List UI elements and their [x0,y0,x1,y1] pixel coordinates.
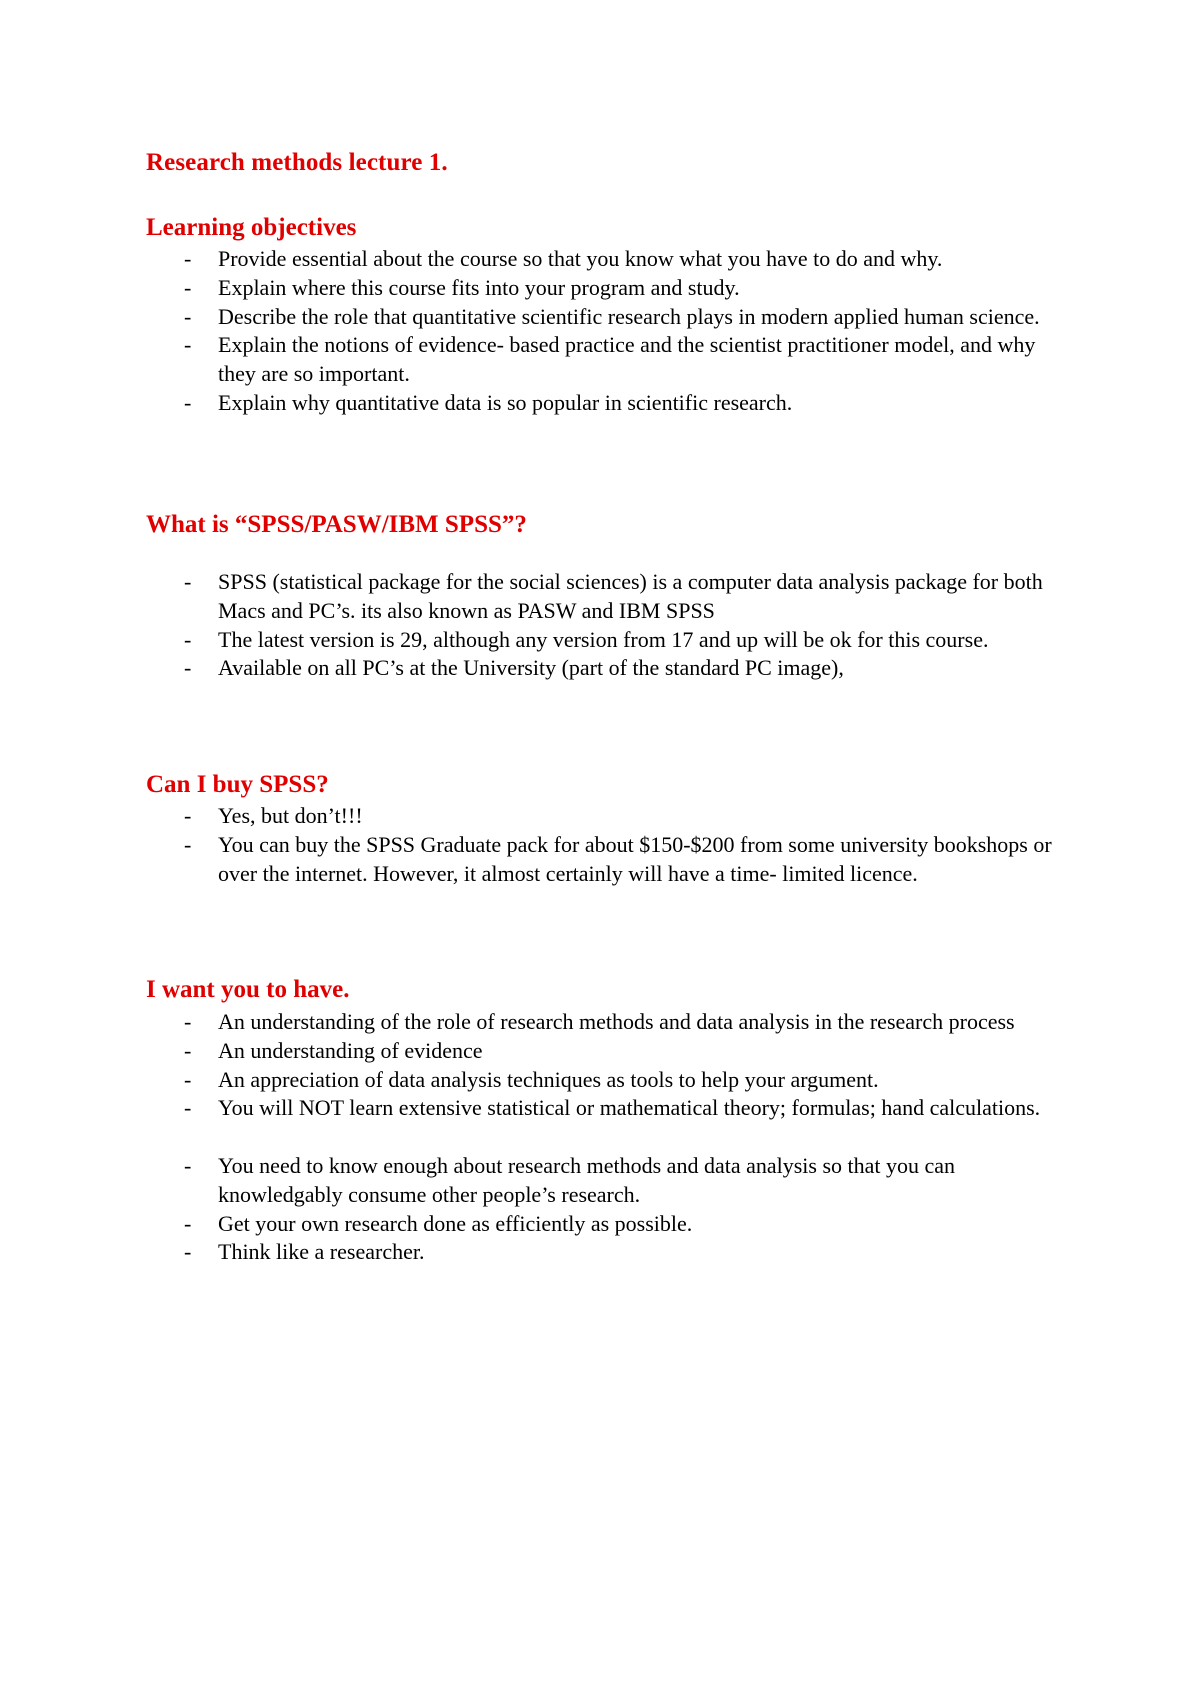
list-item [146,1152,1066,1210]
list-item [146,802,1066,831]
bullet-dash: - [184,626,192,652]
learning-objectives-list [146,245,1066,418]
can-i-buy-spss-list [146,802,1066,888]
list-item-text: You need to know enough about research methods and data analysis so that you can knowledgably consume other people’s research. [218,1152,956,1207]
list-item [146,1094,1066,1123]
list-item-text: Think like a researcher. [218,1239,425,1265]
section-heading-learning-objectives: Learning objectives [146,214,357,241]
bullet-dash: - [184,831,192,857]
i-want-you-to-have-list [146,1008,1066,1267]
list-item [146,303,1066,332]
bullet-dash: - [184,303,192,329]
section-heading-i-want-you-to-have: I want you to have. [146,976,350,1003]
bullet-dash: - [184,1037,192,1063]
bullet-dash: - [184,1095,192,1121]
bullet-dash: - [184,1239,192,1265]
bullet-dash: - [184,655,192,681]
bullet-dash: - [184,246,192,271]
list-item-text: Yes, but don’t!!! [218,803,363,828]
bullet-dash: - [184,1210,192,1236]
bullet-dash: - [184,1066,192,1092]
list-item [146,331,1066,389]
bullet-dash: - [184,1152,192,1178]
list-item-text: You will NOT learn extensive statistical or mathematical theory; formulas; hand calculations. [218,1095,1041,1121]
list-item [146,389,1066,418]
list-item [146,1008,1066,1037]
section-heading-what-is-spss: What is “SPSS/PASW/IBM SPSS”? [146,511,527,538]
bullet-dash: - [184,274,192,300]
bullet-dash: - [184,1009,192,1034]
list-item-text: You can buy the SPSS Graduate pack for about $150-$200 from some university bookshops or over the internet. However, it almost certainly will have a time- limited licence. [218,831,1052,886]
list-item [146,654,1066,683]
list-item-text: SPSS (statistical package for the social sciences) is a computer data analysis package for both Macs and PC’s. its also known as PASW and IBM SPSS [218,569,1043,623]
section-heading-can-i-buy-spss: Can I buy SPSS? [146,771,329,798]
list-item [146,1066,1066,1095]
list-item-text: Explain where this course fits into your program and study. [218,274,740,300]
list-item-text: Describe the role that quantitative scientific research plays in modern applied human science. [218,303,1040,329]
what-is-spss-list [146,568,1066,683]
list-item-text: Explain the notions of evidence- based practice and the scientist practitioner model, and why they are so important. [218,332,1036,387]
list-item [146,274,1066,303]
document-title: Research methods lecture 1. [146,149,448,176]
list-item [146,568,1066,626]
bullet-dash: - [184,803,192,828]
list-item [146,1210,1066,1239]
list-item-text: Get your own research done as efficiently as possible. [218,1210,693,1236]
list-item-text: Provide essential about the course so that you know what you have to do and why. [218,246,943,271]
list-item-text: An understanding of evidence [218,1037,483,1063]
list-item-text: The latest version is 29, although any version from 17 and up will be ok for this course. [218,626,989,652]
bullet-dash: - [184,569,192,594]
list-item [146,626,1066,655]
list-item-text: Explain why quantitative data is so popular in scientific research. [218,389,793,415]
list-item [146,1238,1066,1267]
list-item [146,831,1066,889]
list-item [146,245,1066,274]
list-item [146,1037,1066,1066]
bullet-dash: - [184,332,192,358]
list-item-text: Available on all PC’s at the University (part of the standard PC image), [218,655,844,681]
bullet-dash: - [184,389,192,415]
list-item-text: An understanding of the role of research methods and data analysis in the research process [218,1009,1015,1034]
list-item-text: An appreciation of data analysis techniques as tools to help your argument. [218,1066,879,1092]
